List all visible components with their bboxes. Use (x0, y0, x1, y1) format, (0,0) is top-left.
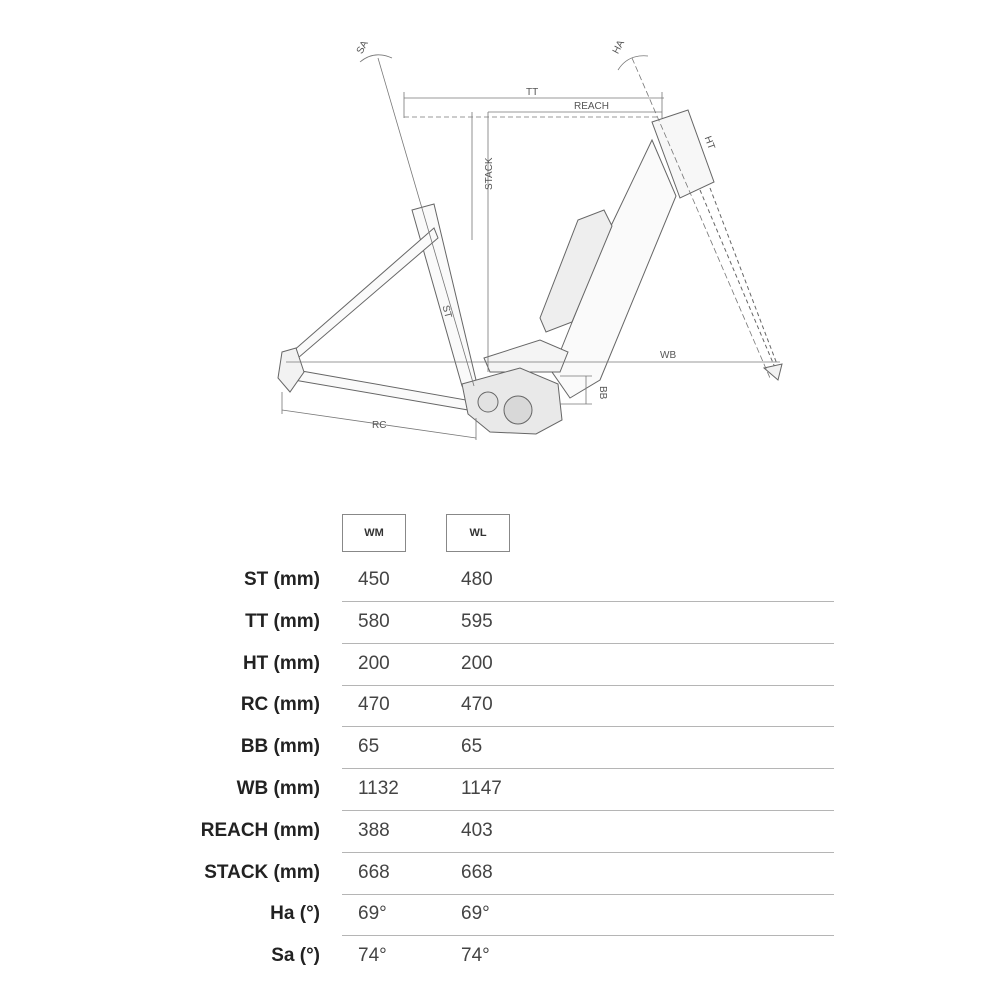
value-wl: 470 (461, 694, 493, 716)
motor-gear (504, 396, 532, 424)
lower-tube (484, 340, 568, 372)
value-wm: 69° (358, 903, 387, 925)
row-label: BB (mm) (240, 736, 320, 758)
table-row (0, 602, 1000, 644)
row-label: Sa (°) (271, 945, 320, 967)
chain-stay (294, 370, 468, 410)
table-row (0, 894, 1000, 936)
label-stack: STACK (484, 157, 495, 190)
value-wm: 74° (358, 945, 387, 967)
row-label: REACH (mm) (200, 819, 320, 841)
value-wm: 580 (358, 610, 390, 632)
value-wl: 403 (461, 819, 493, 841)
label-st: ST (439, 304, 454, 320)
label-sa: SA (354, 38, 371, 56)
table-row (0, 811, 1000, 853)
value-wm: 470 (358, 694, 390, 716)
row-label: HT (mm) (242, 652, 320, 674)
value-wm: 200 (358, 652, 390, 674)
value-wm: 65 (358, 736, 380, 758)
table-row (0, 560, 1000, 602)
seat-stay (292, 228, 438, 358)
row-label: WB (mm) (236, 777, 320, 799)
table-row (0, 936, 1000, 978)
table-row (0, 853, 1000, 895)
label-reach: REACH (574, 101, 610, 112)
value-wm: 388 (358, 819, 390, 841)
label-rc: RC (372, 420, 387, 431)
value-wl: 668 (461, 861, 493, 883)
size-header-wl: WL (446, 514, 510, 552)
value-wm: 668 (358, 861, 390, 883)
table-row (0, 727, 1000, 769)
row-label: TT (mm) (245, 610, 320, 632)
value-wl: 595 (461, 610, 493, 632)
value-wl: 69° (461, 903, 490, 925)
table-row (0, 769, 1000, 811)
label-ht: HT (701, 134, 717, 152)
value-wl: 65 (461, 736, 483, 758)
value-wl: 74° (461, 945, 490, 967)
table-row (0, 644, 1000, 686)
value-wm: 450 (358, 569, 390, 590)
crank-axle (478, 392, 498, 412)
row-label: Ha (°) (270, 903, 320, 925)
row-label: STACK (mm) (204, 861, 320, 883)
label-wb: WB (660, 350, 677, 361)
label-bb: BB (597, 386, 608, 400)
value-wl: 1147 (461, 777, 502, 799)
geometry-table (0, 560, 1000, 978)
frame-geometry-diagram (0, 0, 1000, 480)
value-wl: 200 (461, 652, 493, 674)
size-header-wm: WM (342, 514, 406, 552)
label-ha: HA (610, 38, 628, 56)
value-wm: 1132 (358, 777, 399, 799)
value-wl: 480 (461, 569, 493, 590)
row-label: RC (mm) (240, 694, 320, 716)
row-label: ST (mm) (244, 569, 320, 590)
table-row (0, 685, 1000, 727)
label-tt: TT (526, 87, 539, 98)
